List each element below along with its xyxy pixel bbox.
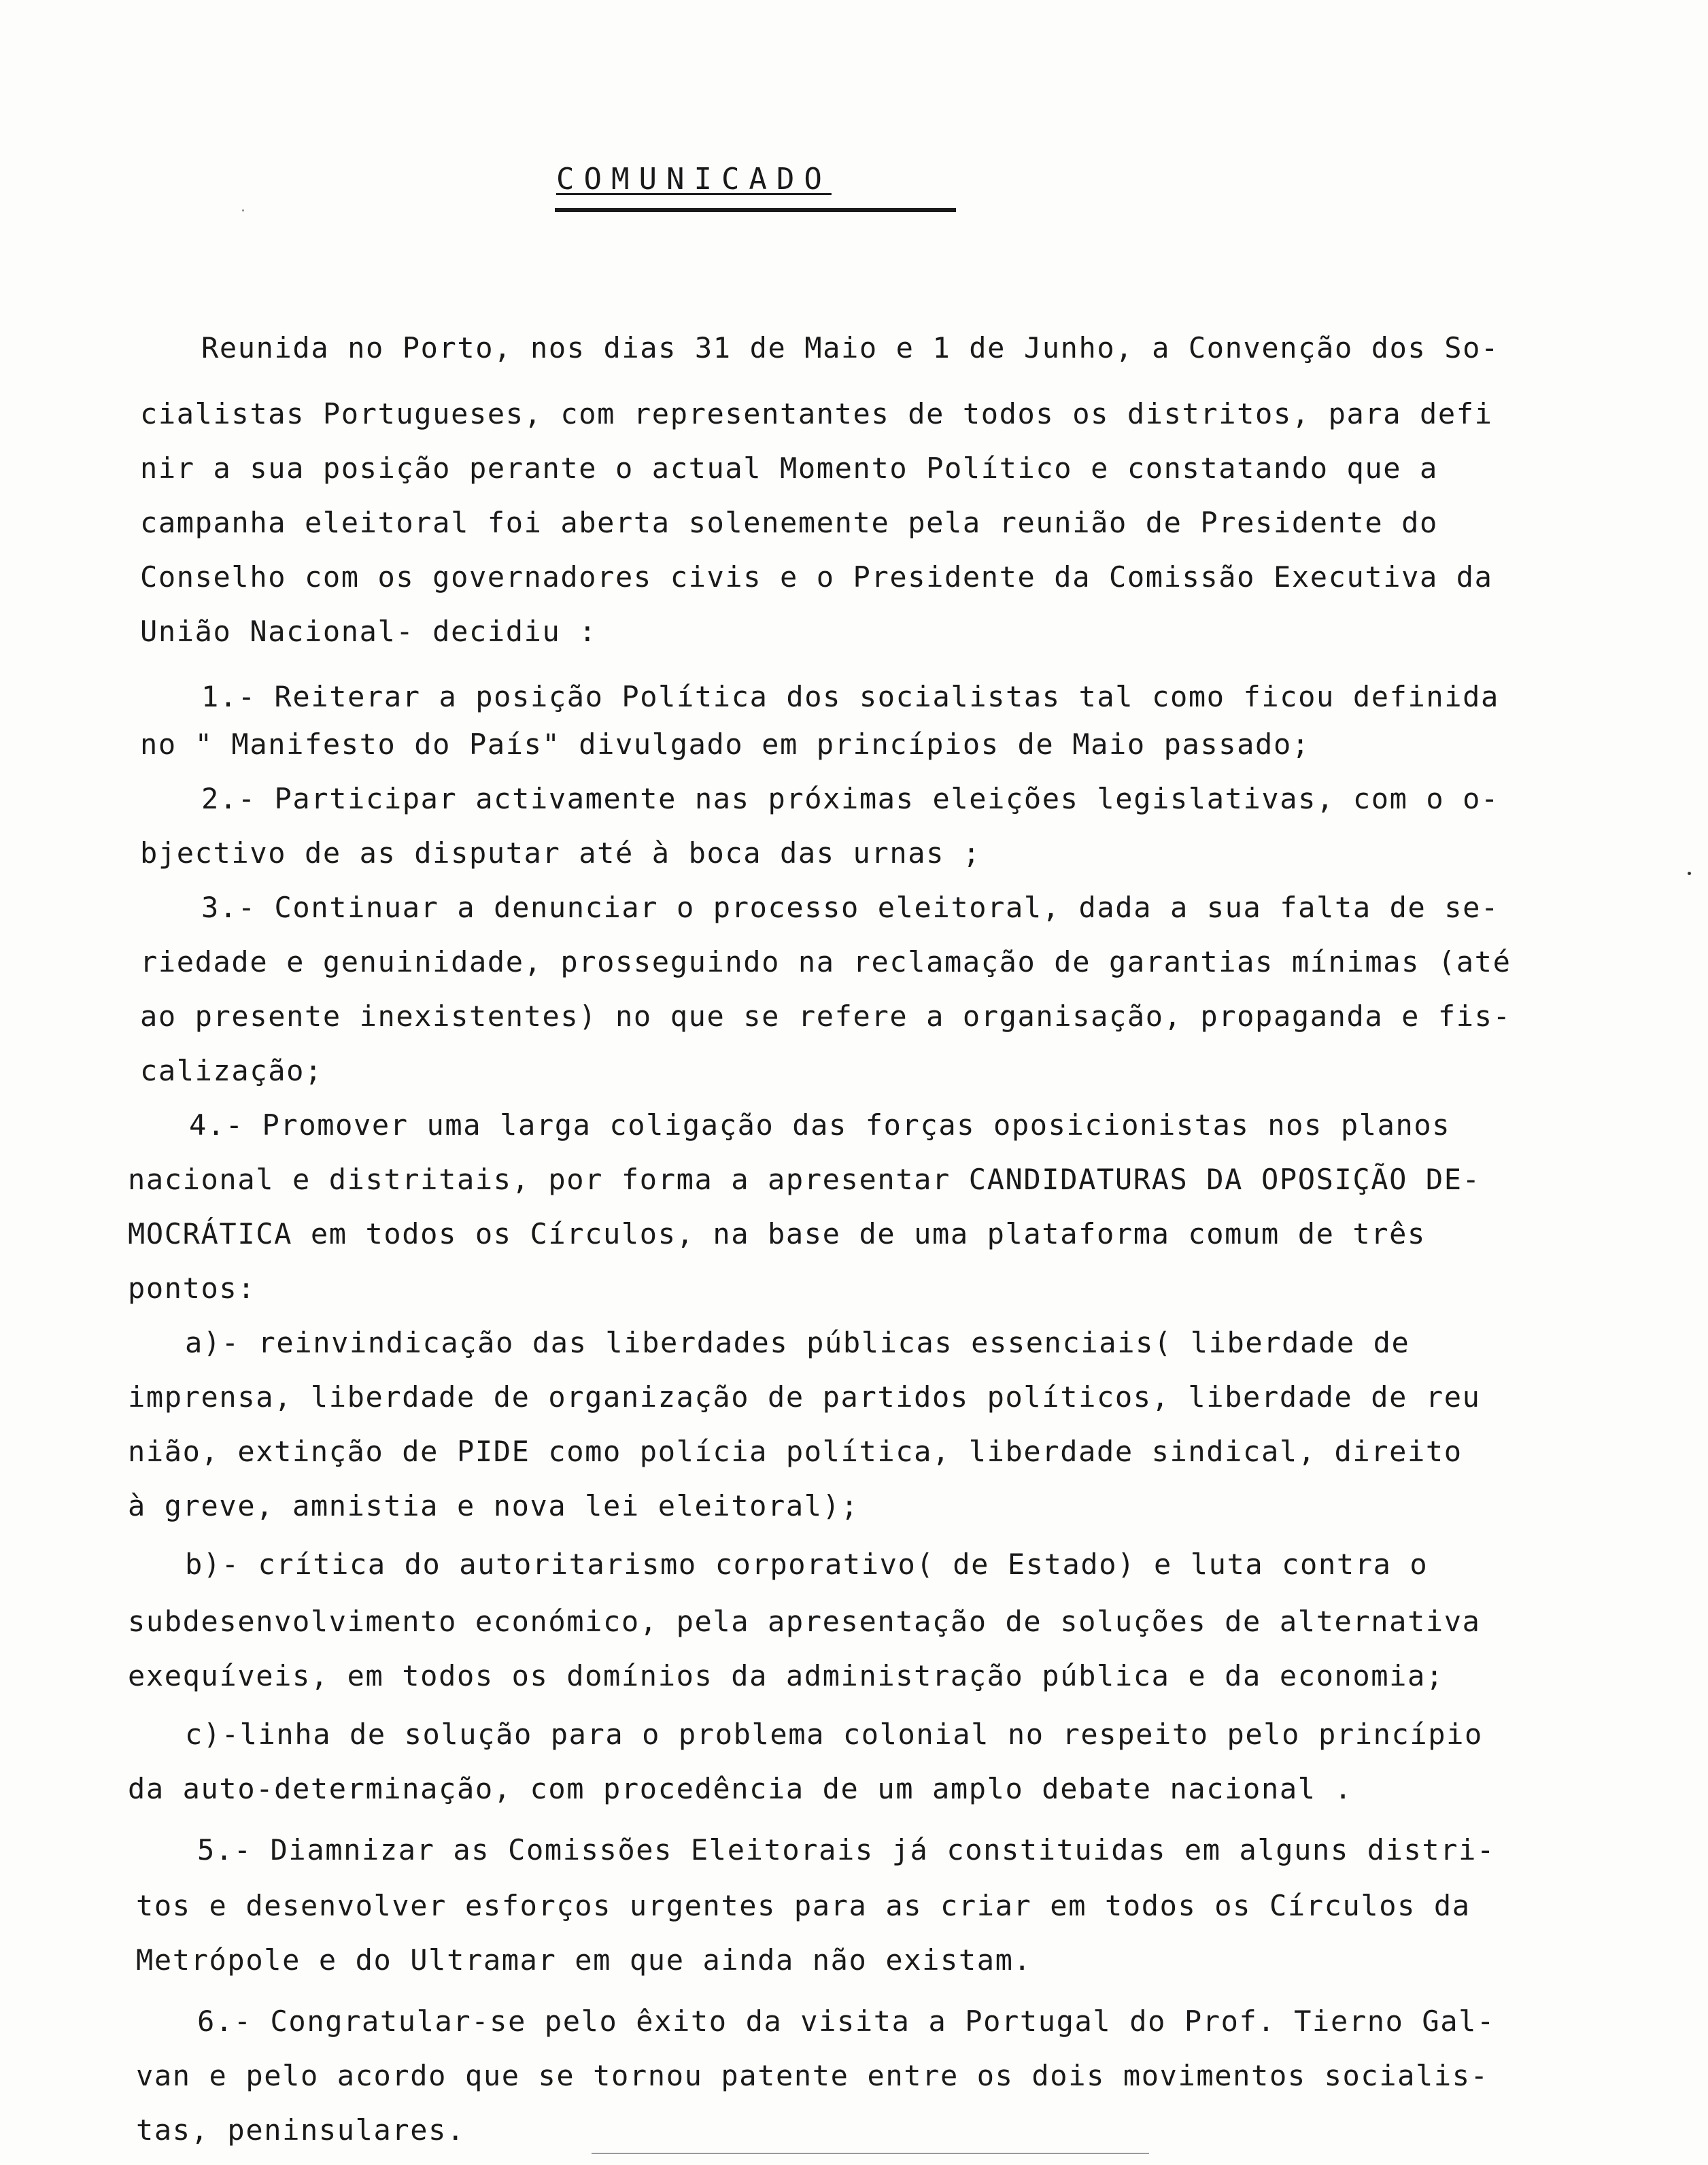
text-line: calização; [140, 1054, 323, 1087]
text-line: Metrópole e do Ultramar em que ainda não existam. [136, 1943, 1032, 1977]
scan-speck [1688, 872, 1691, 875]
scan-speck [242, 209, 244, 211]
text-line: nir a sua posição perante o actual Momento Político e constatando que a [140, 451, 1438, 485]
scan-artifact [592, 2153, 1149, 2154]
text-line: ao presente inexistentes) no que se refere a organisação, propaganda e fis- [140, 1000, 1511, 1033]
text-line: 1.- Reiterar a posição Política dos socialistas tal como ficou definida [201, 680, 1499, 713]
text-line: cialistas Portugueses, com representantes de todos os distritos, para defi [140, 397, 1493, 430]
text-line: 4.- Promover uma larga coligação das forças oposicionistas nos planos [189, 1108, 1451, 1142]
text-line: bjectivo de as disputar até à boca das urnas ; [140, 836, 981, 870]
text-line: 5.- Diamnizar as Comissões Eleitorais já constituidas em alguns distri- [197, 1833, 1495, 1866]
text-line: Reunida no Porto, nos dias 31 de Maio e 1 de Junho, a Convenção dos So- [201, 331, 1499, 364]
text-line: c)-linha de solução para o problema colonial no respeito pelo princípio [185, 1718, 1483, 1751]
text-line: Conselho com os governadores civis e o Presidente da Comissão Executiva da [140, 560, 1493, 594]
text-line: da auto-determinação, com procedência de um amplo debate nacional . [128, 1772, 1353, 1805]
text-line: imprensa, liberdade de organização de partidos políticos, liberdade de reu [128, 1380, 1481, 1414]
text-line: no " Manifesto do País" divulgado em princípios de Maio passado; [140, 728, 1310, 761]
document-title: COMUNICADO [556, 162, 832, 197]
text-line: 3.- Continuar a denunciar o processo eleitoral, dada a sua falta de se- [201, 891, 1499, 924]
text-line: b)- crítica do autoritarismo corporativo( de Estado) e luta contra o [185, 1548, 1429, 1581]
text-line: MOCRÁTICA em todos os Círculos, na base de uma plataforma comum de três [128, 1217, 1426, 1250]
text-line: subdesenvolvimento económico, pela apresentação de soluções de alternativa [128, 1605, 1481, 1638]
text-line: 6.- Congratular-se pelo êxito da visita a Portugal do Prof. Tierno Gal- [197, 2005, 1495, 2038]
text-line: a)- reinvindicação das liberdades públicas essenciais( liberdade de [185, 1326, 1410, 1359]
text-line: União Nacional- decidiu : [140, 615, 598, 648]
text-line: pontos: [128, 1272, 256, 1305]
text-line: à greve, amnistia e nova lei eleitoral); [128, 1489, 859, 1522]
text-line: riedade e genuinidade, prosseguindo na reclamação de garantias mínimas (até [140, 945, 1511, 978]
title-underline [555, 208, 956, 212]
text-line: nacional e distritais, por forma a apresentar CANDIDATURAS DA OPOSIÇÃO DE- [128, 1163, 1481, 1196]
text-line: 2.- Participar activamente nas próximas eleições legislativas, com o o- [201, 782, 1499, 815]
text-line: tas, peninsulares. [136, 2113, 465, 2147]
text-line: exequíveis, em todos os domínios da administração pública e da economia; [128, 1659, 1444, 1692]
text-line: campanha eleitoral foi aberta solenemente pela reunião de Presidente do [140, 506, 1438, 539]
text-line: van e pelo acordo que se tornou patente entre os dois movimentos socialis- [136, 2059, 1489, 2092]
text-line: nião, extinção de PIDE como polícia política, liberdade sindical, direito [128, 1435, 1463, 1468]
text-line: tos e desenvolver esforços urgentes para as criar em todos os Círculos da [136, 1889, 1471, 1922]
